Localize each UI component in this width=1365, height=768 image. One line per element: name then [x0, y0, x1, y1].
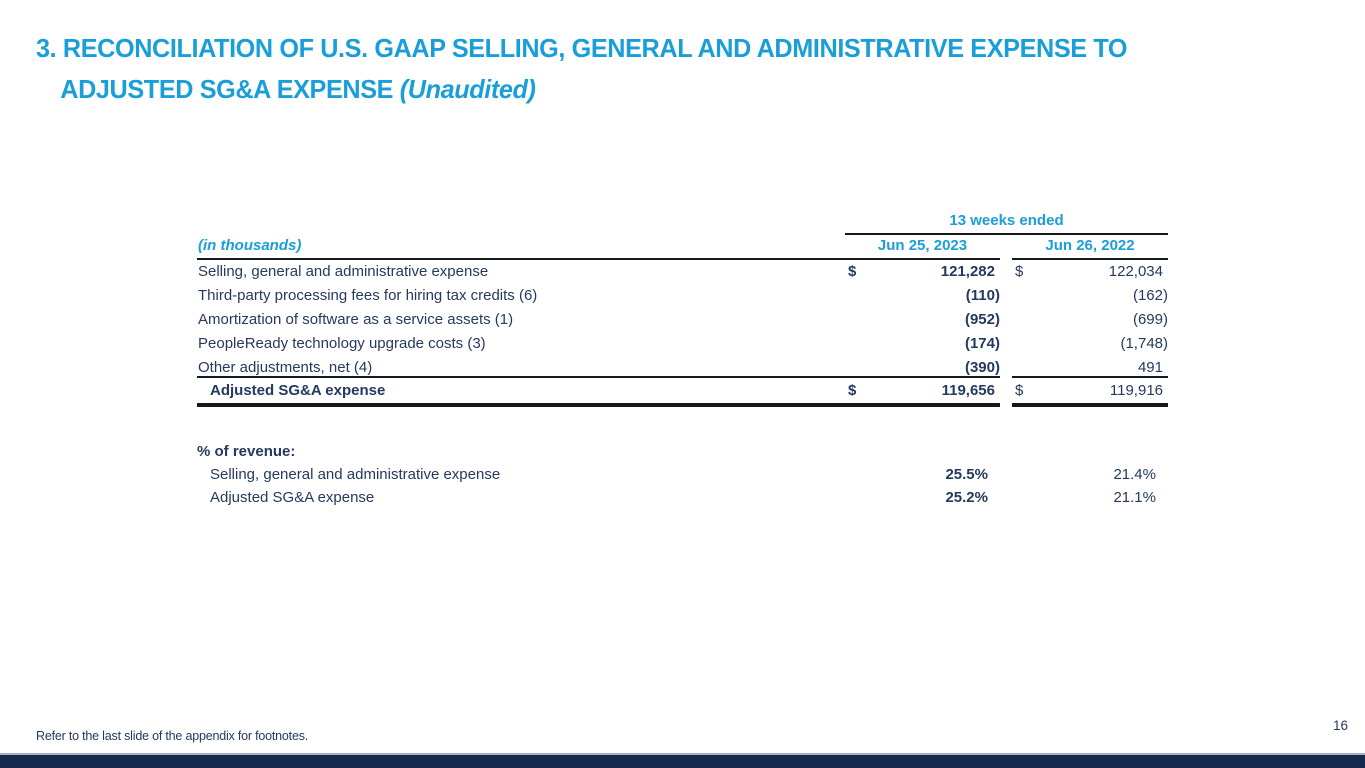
reconciliation-table — [197, 208, 1168, 404]
row-label: Selling, general and administrative expense — [210, 466, 501, 483]
value-2022: 491 — [1137, 358, 1163, 376]
currency-symbol: $ — [848, 262, 857, 280]
page-title — [36, 28, 1127, 110]
table-row — [197, 331, 1168, 355]
value-2023: (952) — [964, 310, 1000, 328]
value-2022: (699) — [1132, 310, 1168, 328]
bottom-accent-bar — [0, 753, 1365, 768]
footnote-reference: Refer to the last slide of the appendix for footnotes. — [36, 729, 309, 743]
value-2022: 122,034 — [1108, 262, 1163, 280]
percent-row — [197, 486, 1168, 509]
total-row-label: Adjusted SG&A expense — [197, 376, 845, 407]
value-2023: (390) — [964, 358, 1000, 376]
page-number: 16 — [1332, 718, 1348, 733]
value-2023: (174) — [964, 334, 1000, 352]
currency-symbol: $ — [1015, 382, 1024, 399]
percent-section-heading: % of revenue: — [197, 443, 296, 460]
table-row — [197, 307, 1168, 331]
percent-2022: 21.4% — [1113, 466, 1156, 483]
period-header: 13 weeks ended — [845, 207, 1168, 235]
percent-rows — [197, 463, 1168, 509]
value-2023: (110) — [965, 286, 1000, 304]
percent-of-revenue-section — [197, 440, 1168, 509]
table-row — [197, 259, 1168, 283]
percent-2023: 25.5% — [945, 466, 988, 483]
page-title-line1: 3. RECONCILIATION OF U.S. GAAP SELLING, GENERAL AND ADMINISTRATIVE EXPENSE TO — [36, 33, 1128, 63]
currency-symbol: $ — [1015, 262, 1024, 280]
unaudited-label: (Unaudited) — [399, 74, 536, 104]
row-label: Third-party processing fees for hiring tax credits (6) — [198, 286, 538, 304]
currency-symbol: $ — [848, 382, 857, 399]
percent-2023: 25.2% — [945, 489, 988, 506]
column-header-2022: Jun 26, 2022 — [1012, 233, 1168, 260]
total-row — [197, 379, 1168, 404]
table-body — [197, 259, 1168, 379]
column-header-row — [197, 234, 1168, 259]
value-2023: 121,282 — [940, 262, 995, 280]
units-label: (in thousands) — [197, 233, 845, 260]
value-2022: (162) — [1132, 286, 1168, 304]
period-header-row — [197, 208, 1168, 234]
table-row — [197, 283, 1168, 307]
row-label: PeopleReady technology upgrade costs (3) — [198, 334, 486, 352]
row-label: Selling, general and administrative expense — [198, 262, 489, 280]
row-label: Other adjustments, net (4) — [198, 358, 373, 376]
percent-2022: 21.1% — [1113, 489, 1156, 506]
row-label: Amortization of software as a service assets (1) — [198, 310, 514, 328]
percent-row — [197, 463, 1168, 486]
row-label: Adjusted SG&A expense — [210, 489, 375, 506]
total-value-2022: 119,916 — [1109, 382, 1163, 399]
total-value-2023: 119,656 — [941, 382, 995, 399]
value-2022: (1,748) — [1120, 334, 1168, 352]
column-header-2023: Jun 25, 2023 — [845, 233, 1000, 260]
page-title-line2: ADJUSTED SG&A EXPENSE (Unaudited) — [60, 74, 536, 104]
